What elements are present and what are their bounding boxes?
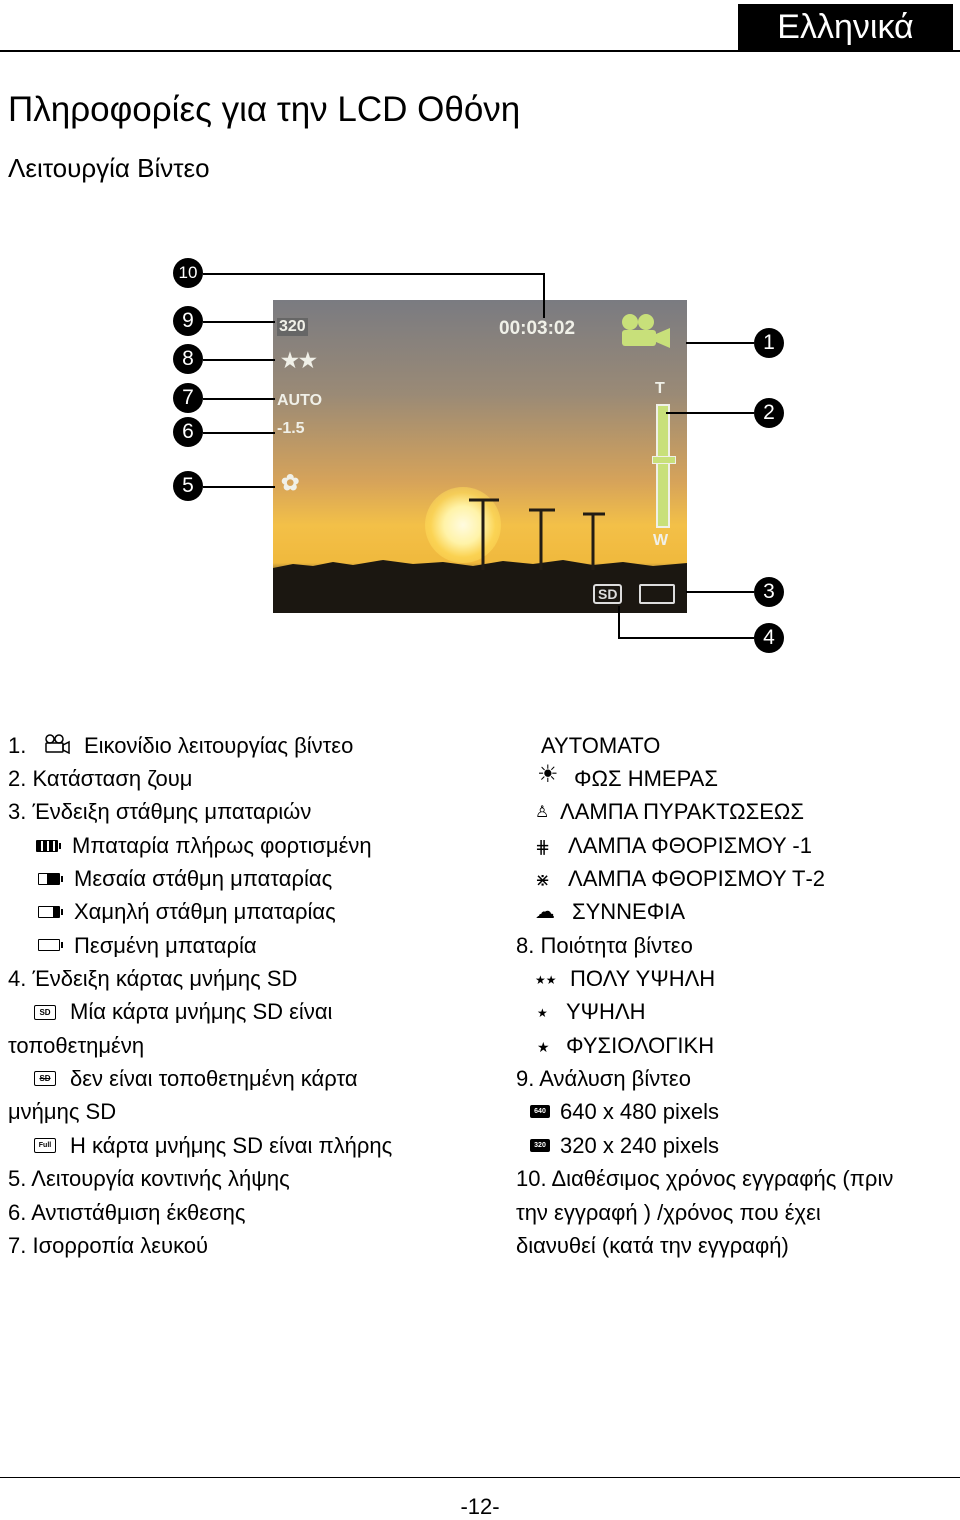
lcd-screen-photo [273, 300, 687, 613]
wb-daylight: ΦΩΣ ΗΜΕΡΑΣ [574, 766, 718, 791]
sd-card-indicator: SD [593, 584, 622, 604]
callout-6: 6 [173, 417, 203, 447]
exposure-indicator: -1.5 [277, 420, 305, 437]
battery-medium-text: Μεσαία στάθμη μπαταρίας [74, 866, 333, 891]
battery-full-text: Μπαταρία πλήρως φορτισμένη [72, 833, 372, 858]
resolution-320: 320 x 240 pixels [560, 1133, 719, 1158]
zoom-tele-label: T [655, 380, 665, 397]
quality-high-icon: ★ [537, 1006, 548, 1020]
item-10-line2: την εγγραφή ) /χρόνος που έχει [516, 1200, 821, 1225]
battery-empty-icon [38, 939, 60, 951]
callout-line-1 [686, 342, 754, 344]
horizon-silhouette [273, 480, 687, 613]
sd-missing-text-cont: μνήμης SD [8, 1099, 117, 1124]
callout-line-4 [618, 637, 754, 639]
battery-low-text: Χαμηλή στάθμη μπαταρίας [74, 899, 336, 924]
white-balance-indicator: AUTO [277, 392, 323, 409]
battery-empty-text: Πεσμένη μπαταρία [74, 933, 257, 958]
sd-no-card-icon: SD [34, 1071, 56, 1086]
zoom-slider [652, 456, 676, 464]
item-10-line3: διανυθεί (κατά την εγγραφή) [516, 1233, 789, 1258]
macro-flower-icon: ✿ [281, 470, 300, 495]
battery-low-icon [38, 906, 60, 918]
zoom-wide-label: W [653, 532, 669, 549]
item-8: 8. Ποιότητα βίντεο [516, 933, 693, 958]
callout-5: 5 [173, 471, 203, 501]
cloudy-icon: ☁ [535, 901, 555, 923]
page-number: -12- [460, 1494, 500, 1519]
quality-normal: ΦΥΣΙΟΛΟΓΙΚΗ [566, 1033, 715, 1058]
sd-inserted-text-cont: τοποθετημένη [8, 1033, 145, 1058]
wb-auto: ΑΥΤΟΜΑΤΟ [541, 733, 661, 758]
item-9: 9. Ανάλυση βίντεο [516, 1066, 691, 1091]
resolution-320-icon: 320 [530, 1139, 550, 1152]
sd-inserted-text: Μία κάρτα μνήμης SD είναι [70, 999, 333, 1024]
quality-stars-icon: ★★ [281, 350, 317, 372]
wb-tungsten: ΛΑΜΠΑ ΠΥΡΑΚΤΩΣΕΩΣ [560, 799, 804, 824]
wb-cloudy: ΣΥΝΝΕΦΙΑ [572, 899, 686, 924]
callout-line-10 [203, 273, 543, 275]
quality-normal-icon: ★ [537, 1039, 550, 1055]
quality-very-high: ΠΟΛΥ ΥΨΗΛΗ [570, 966, 716, 991]
sd-card-icon: SD [34, 1005, 56, 1020]
language-badge: Ελληνικά [738, 4, 953, 50]
page-title: Πληροφορίες για την LCD Οθόνη [8, 90, 521, 129]
callout-1: 1 [754, 328, 784, 358]
callout-line-8 [203, 359, 275, 361]
tungsten-bulb-icon: ♙ [535, 804, 550, 821]
callout-9: 9 [173, 306, 203, 336]
battery-indicator [639, 584, 675, 604]
callout-line-10v [543, 273, 545, 318]
callout-10: 10 [173, 258, 203, 288]
footer-rule [0, 1477, 960, 1478]
callout-line-6 [203, 432, 275, 434]
item-2: 2. Κατάσταση ζουμ [8, 766, 193, 791]
callout-line-4v [618, 606, 620, 638]
resolution-640: 640 x 480 pixels [560, 1099, 719, 1124]
callout-7: 7 [173, 383, 203, 413]
item-5: 5. Λειτουργία κοντινής λήψης [8, 1166, 290, 1191]
quality-high: ΥΨΗΛΗ [566, 999, 646, 1024]
resolution-640-icon: 640 [530, 1105, 550, 1118]
fluorescent-1-icon: ⋕ [535, 837, 551, 857]
section-title: Λειτουργία Βίντεο [8, 153, 210, 183]
battery-medium-icon [38, 873, 60, 885]
fluorescent-2-icon: ⋇ [535, 870, 551, 890]
callout-line-2 [666, 412, 754, 414]
sd-full-icon: Full [34, 1138, 56, 1153]
item-10-line1: 10. Διαθέσιμος χρόνος εγγραφής (πριν [516, 1166, 894, 1191]
item-3: 3. Ένδειξη στάθμης μπαταριών [8, 799, 312, 824]
item-6: 6. Αντιστάθμιση έκθεσης [8, 1200, 246, 1225]
callout-line-5 [203, 486, 275, 488]
item-7: 7. Ισορροπία λευκού [8, 1233, 209, 1258]
header-rule [0, 50, 960, 52]
wb-fluorescent-2: ΛΑΜΠΑ ΦΘΟΡΙΣΜΟΥ Τ-2 [568, 866, 826, 891]
callout-line-7 [203, 398, 275, 400]
item-4: 4. Ένδειξη κάρτας μνήμης SD [8, 966, 298, 991]
battery-full-icon [36, 840, 58, 852]
item-1-number: 1. [8, 733, 27, 758]
callout-8: 8 [173, 344, 203, 374]
sd-missing-text: δεν είναι τοποθετημένη κάρτα [70, 1066, 358, 1091]
video-camera-icon [616, 310, 676, 350]
daylight-sun-icon: ☀ [537, 761, 559, 788]
recording-time: 00:03:02 [499, 318, 576, 339]
sd-full-text: Η κάρτα μνήμης SD είναι πλήρης [70, 1133, 393, 1158]
callout-4: 4 [754, 623, 784, 653]
wb-fluorescent-1: ΛΑΜΠΑ ΦΘΟΡΙΣΜΟΥ -1 [568, 833, 812, 858]
callout-line-9 [203, 321, 275, 323]
callout-2: 2 [754, 398, 784, 428]
quality-very-high-icon: ★★ [535, 973, 557, 987]
video-mode-icon [42, 734, 70, 754]
item-1-label: Εικονίδιο λειτουργίας βίντεο [84, 733, 354, 758]
callout-line-3 [686, 591, 754, 593]
resolution-indicator: 320 [279, 318, 306, 335]
zoom-bar [656, 404, 670, 528]
callout-3: 3 [754, 577, 784, 607]
